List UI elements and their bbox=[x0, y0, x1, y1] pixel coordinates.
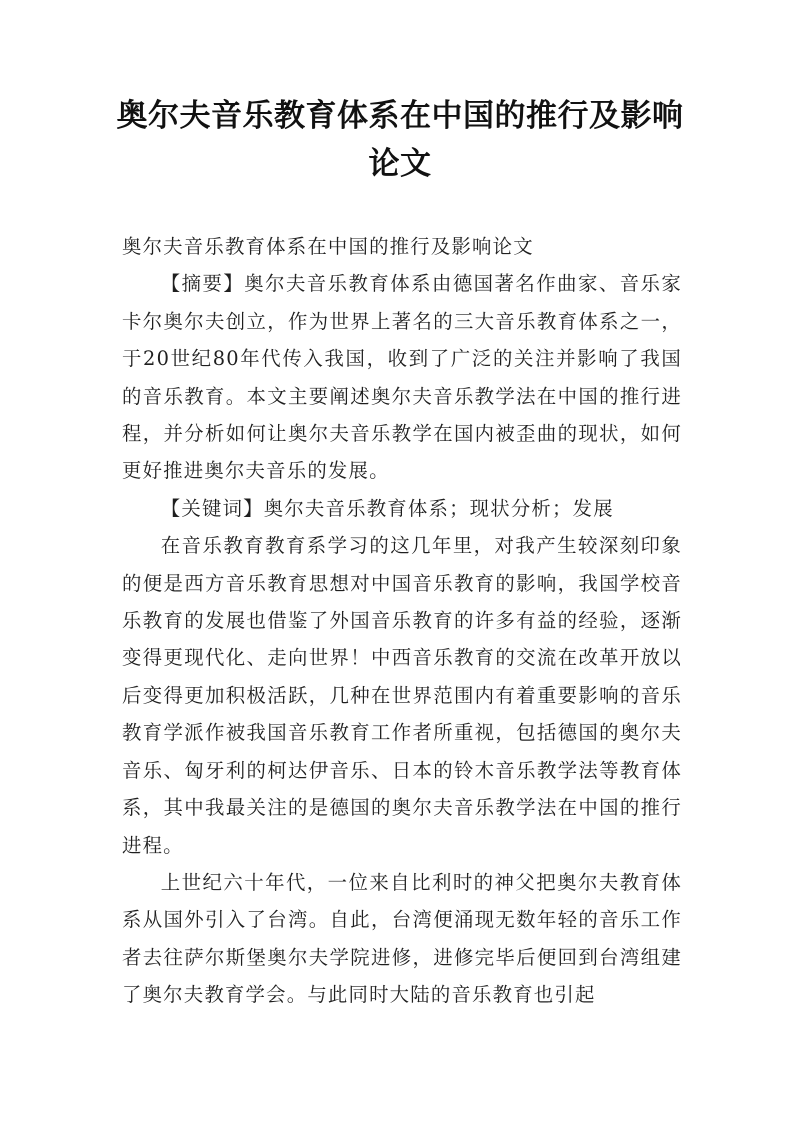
title-line-2: 论文 bbox=[368, 146, 432, 182]
abstract-paragraph: 【摘要】奥尔夫音乐教育体系由德国著名作曲家、音乐家卡尔奥尔夫创立，作为世界上著名的三大音乐教育体系之一，于20世纪80年代传入我国，收到了广泛的关注并影响了我国的音乐教育。本文主要阐述奥尔夫音乐教学法在中国的推行进程，并分析如何让奥尔夫音乐教学在国内被歪曲的现状，如何更好推进奥尔夫音乐的发展。 bbox=[122, 272, 682, 483]
body-paragraph-2: 上世纪六十年代，一位来自比利时的神父把奥尔夫教育体系从国外引入了台湾。自此，台湾便涌现无数年轻的音乐工作者去往萨尔斯堡奥尔夫学院进修，进修完毕后便回到台湾组建了奥尔夫教育学会。与此同时大陆的音乐教育也引起 bbox=[122, 870, 682, 1007]
keywords-paragraph: 【关键词】奥尔夫音乐教育体系；现状分析；发展 bbox=[160, 496, 614, 520]
title-line-1: 奥尔夫音乐教育体系在中国的推行及影响 bbox=[116, 98, 684, 134]
document-title bbox=[100, 92, 700, 188]
body-paragraph-1: 在音乐教育教育系学习的这几年里，对我产生较深刻印象的便是西方音乐教育思想对中国音乐教育的影响，我国学校音乐教育的发展也借鉴了外国音乐教育的许多有益的经验，逐渐变得更现代化、走向世界！中西音乐教育的交流在改革开放以后变得更加积极活跃，几种在世界范围内有着重要影响的音乐教育学派作被我国音乐教育工作者所重视，包括德国的奥尔夫音乐、匈牙利的柯达伊音乐、日本的铃木音乐教学法等教育体系，其中我最关注的是德国的奥尔夫音乐教学法在中国的推行进程。 bbox=[122, 534, 682, 857]
document-body bbox=[122, 228, 682, 1014]
document-subtitle: 奥尔夫音乐教育体系在中国的推行及影响论文 bbox=[122, 235, 534, 258]
